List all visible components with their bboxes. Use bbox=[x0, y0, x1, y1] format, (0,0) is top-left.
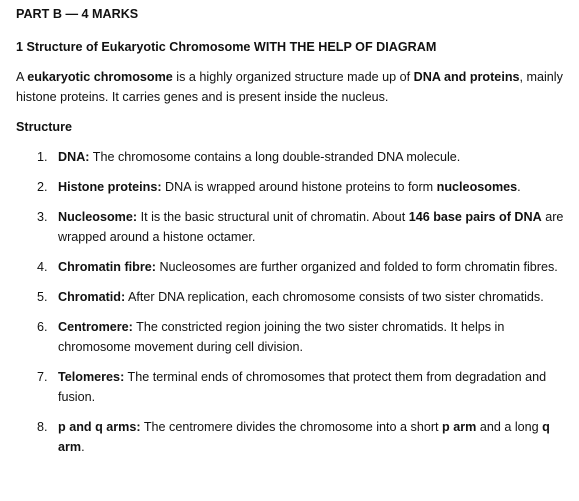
item-term: Chromatin fibre: bbox=[58, 260, 156, 274]
item-text bbox=[58, 147, 564, 167]
intro-bold-term: eukaryotic chromosome bbox=[27, 70, 173, 84]
structure-item-chromatin-fibre bbox=[16, 257, 565, 277]
item-description: The chromosome contains a long double-stranded DNA molecule. bbox=[89, 150, 461, 164]
structure-item-telomeres bbox=[16, 367, 565, 407]
question-title: 1 Structure of Eukaryotic Chromosome WITH THE HELP OF DIAGRAM bbox=[16, 40, 437, 54]
item-number: 4. bbox=[37, 260, 48, 274]
item-text bbox=[58, 417, 564, 457]
item-description: After DNA replication, each chromosome consists of two sister chromatids. bbox=[125, 290, 544, 304]
item-term: p and q arms: bbox=[58, 420, 141, 434]
structure-item-centromere bbox=[16, 317, 565, 357]
item-term: Centromere: bbox=[58, 320, 133, 334]
item-number: 8. bbox=[37, 420, 48, 434]
structure-item-p-and-q-arms bbox=[16, 417, 565, 457]
item-bold-keyword: 146 base pairs of DNA bbox=[408, 210, 542, 224]
structure-item-chromatid bbox=[16, 287, 565, 307]
section-heading: PART B — 4 MARKS bbox=[16, 7, 139, 21]
intro-bold-composition: DNA and proteins bbox=[413, 70, 520, 84]
item-description-end: . bbox=[517, 180, 521, 194]
item-term: DNA: bbox=[58, 150, 90, 164]
item-text bbox=[58, 177, 564, 197]
item-number: 5. bbox=[37, 290, 48, 304]
item-description: The centromere divides the chromosome into a short bbox=[140, 420, 443, 434]
q-arm-keyword: q arm bbox=[58, 420, 550, 454]
item-number: 3. bbox=[37, 210, 48, 224]
item-text bbox=[58, 317, 564, 357]
structure-heading: Structure bbox=[16, 120, 72, 134]
intro-middle: is a highly organized structure made up of bbox=[172, 70, 414, 84]
intro-suffix: , mainly histone proteins. It carries genes and is present inside the nucleus. bbox=[16, 70, 563, 104]
item-description: It is the basic structural unit of chromatin. About bbox=[137, 210, 409, 224]
structure-item-nucleosome bbox=[16, 207, 565, 247]
p-arm-keyword: p arm bbox=[442, 420, 477, 434]
item-description: Nucleosomes are further organized and folded to form chromatin fibres. bbox=[155, 260, 558, 274]
item-term: Telomeres: bbox=[58, 370, 125, 384]
item-text bbox=[58, 207, 564, 247]
item-description-end: are wrapped around a histone octamer. bbox=[58, 210, 564, 244]
item-text bbox=[58, 257, 564, 277]
item-description-end: . bbox=[81, 440, 85, 454]
item-text bbox=[58, 367, 564, 407]
item-term: Histone proteins: bbox=[58, 180, 162, 194]
item-description-middle: and a long bbox=[476, 420, 543, 434]
item-term: Chromatid: bbox=[58, 290, 126, 304]
intro-paragraph bbox=[16, 67, 564, 107]
structure-item-dna bbox=[16, 147, 565, 167]
item-number: 7. bbox=[37, 370, 48, 384]
intro-prefix: A bbox=[16, 70, 28, 84]
item-description: DNA is wrapped around histone proteins to form bbox=[161, 180, 437, 194]
item-description: The terminal ends of chromosomes that protect them from degradation and fusion. bbox=[58, 370, 547, 404]
item-number: 1. bbox=[37, 150, 48, 164]
item-bold-keyword: nucleosomes bbox=[436, 180, 518, 194]
item-number: 2. bbox=[37, 180, 48, 194]
item-description: The constricted region joining the two sister chromatids. It helps in chromosome movement during cell division. bbox=[58, 320, 505, 354]
item-number: 6. bbox=[37, 320, 48, 334]
item-term: Nucleosome: bbox=[58, 210, 138, 224]
item-text bbox=[58, 287, 564, 307]
structure-list bbox=[16, 147, 565, 457]
structure-item-histone-proteins bbox=[16, 177, 565, 197]
